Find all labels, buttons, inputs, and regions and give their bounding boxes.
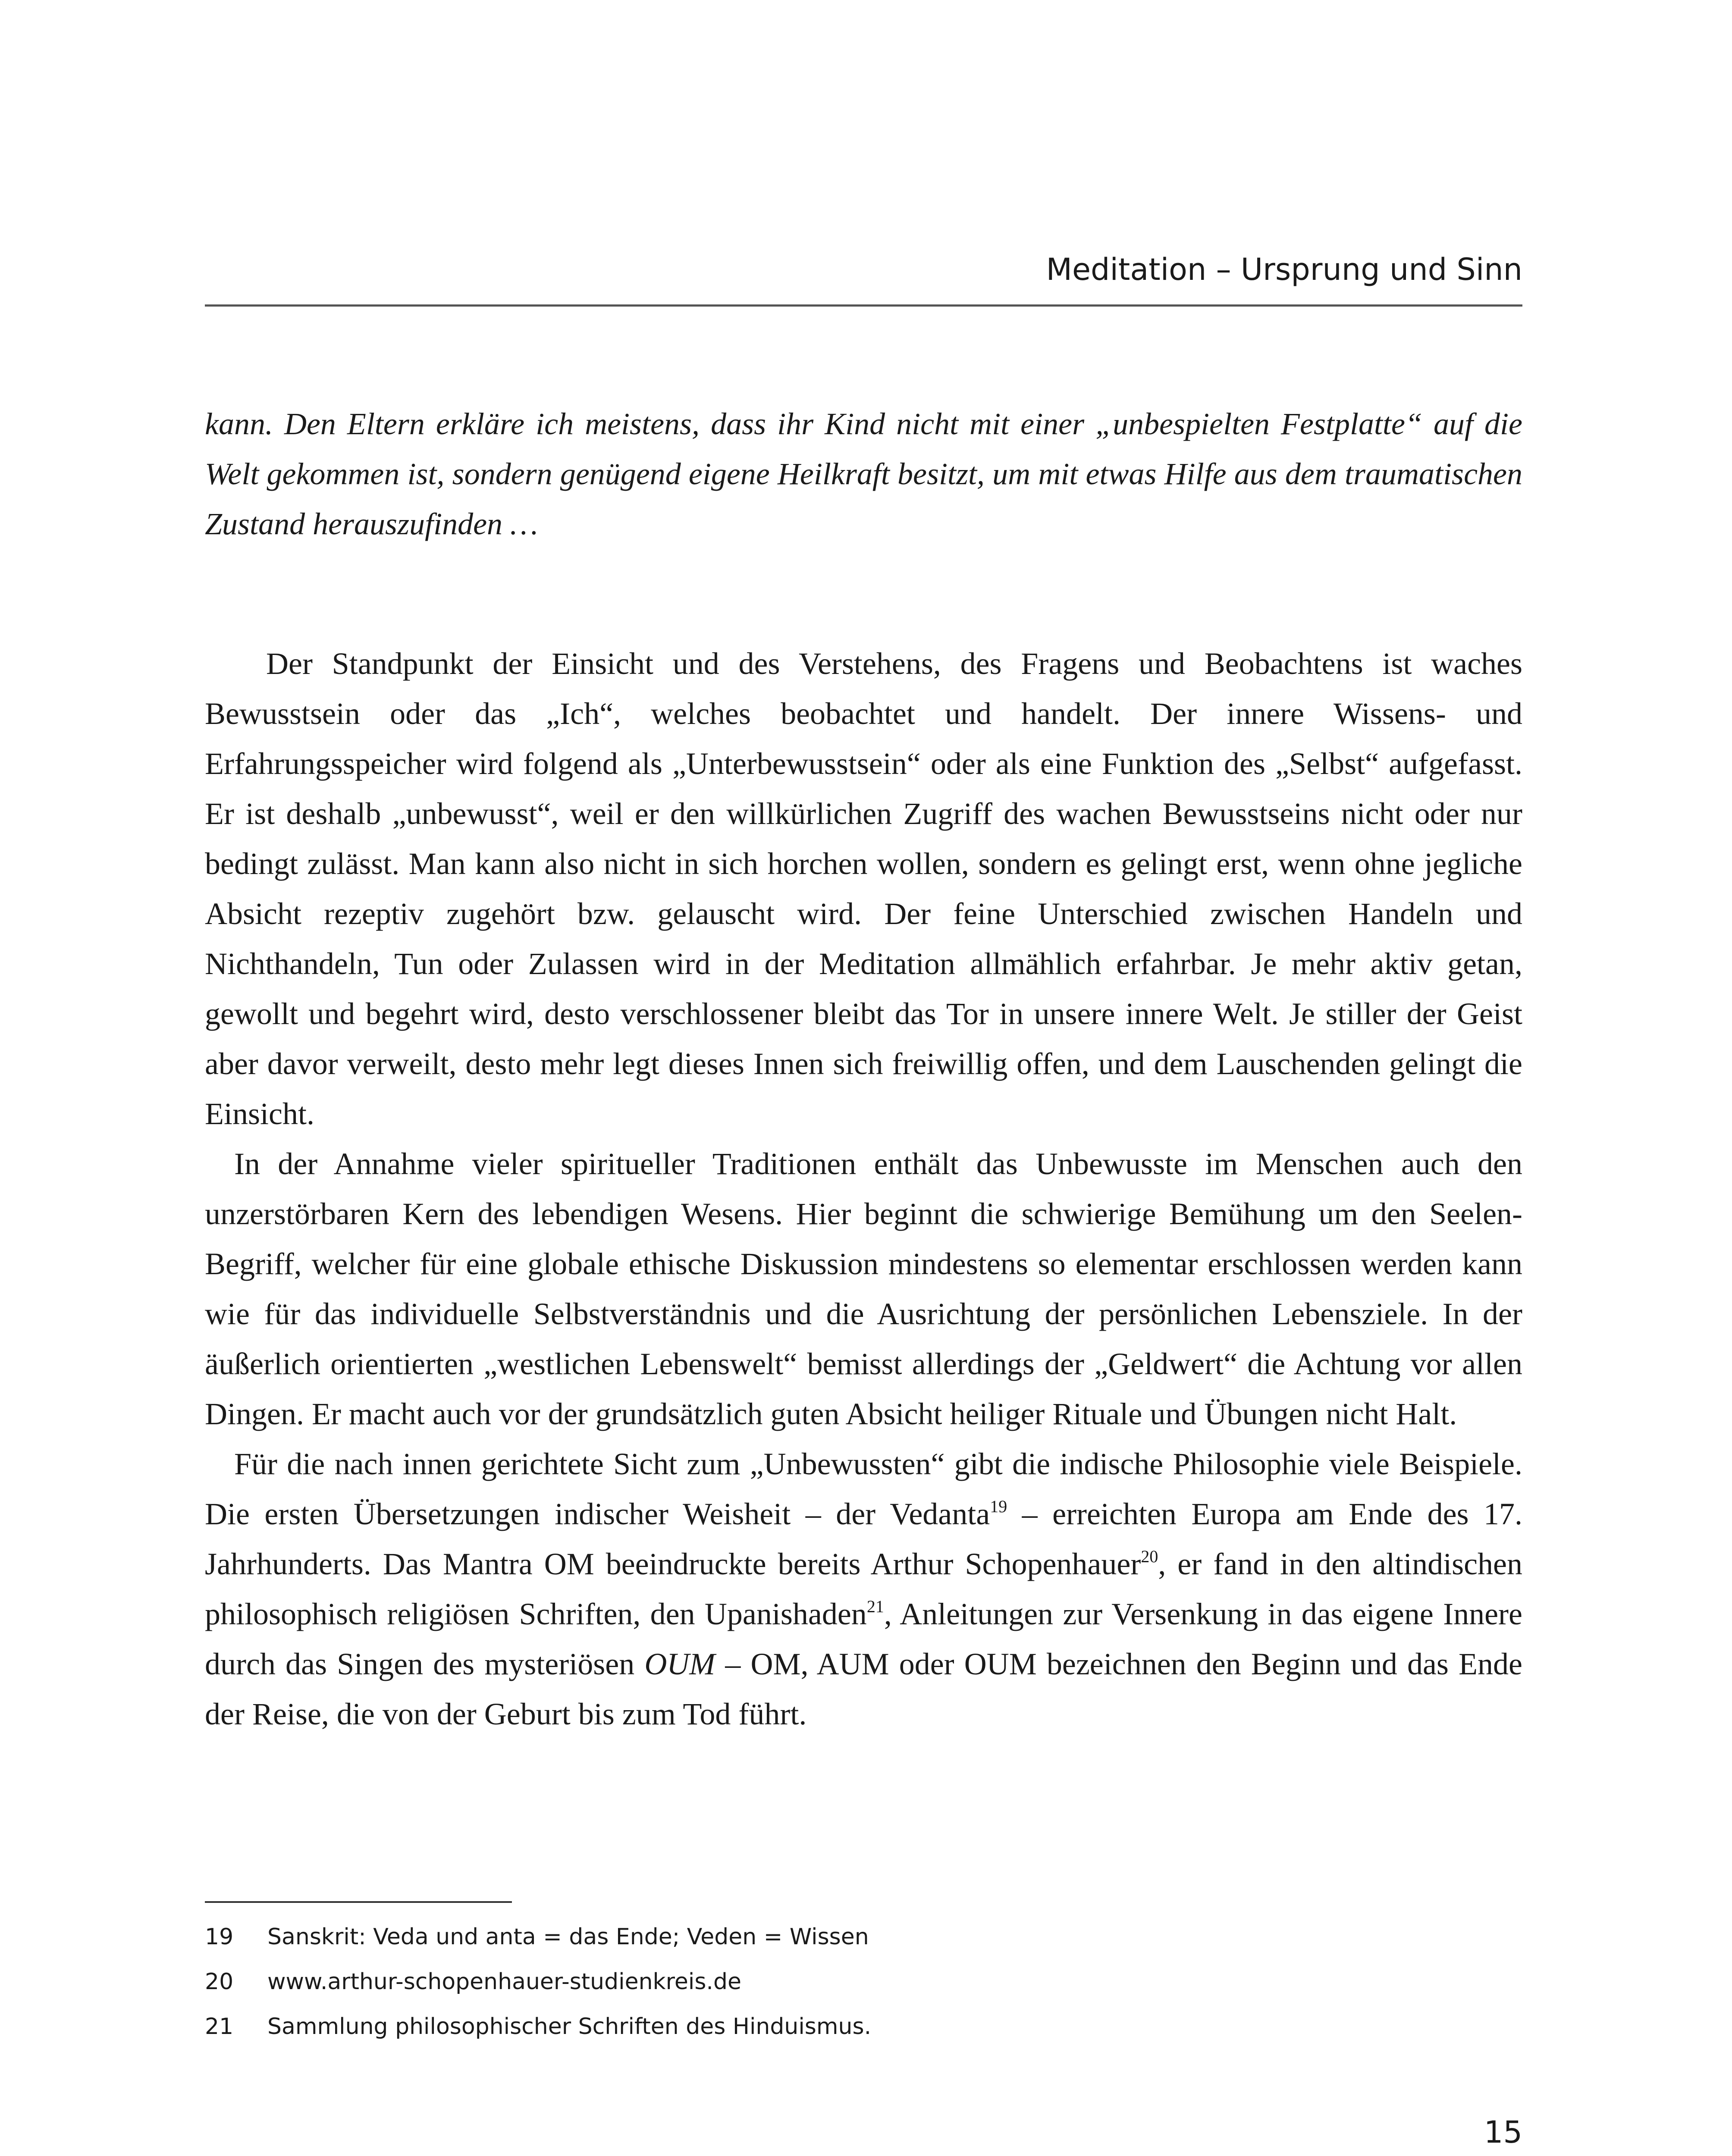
footnote-ref-19[interactable]: 19 (990, 1497, 1007, 1516)
paragraph-3-part-1: Für die nach innen gerichtete Sicht zum „Unbewussten“ gibt die indische Philosophie viele Beispiele. Die ersten Übersetzungen indischer Weisheit – der Vedanta (205, 1447, 1522, 1531)
footnote-20 (205, 1959, 1522, 2004)
footnote-text: www.arthur-schopenhauer-studienkreis.de (267, 1969, 741, 1995)
paragraph-3-part-5: – OM, AUM oder OUM bezeichnen den Beginn und das Ende der Reise, die von der Geburt bis zum Tod führt. (205, 1647, 1522, 1731)
oum-italic: OUM (644, 1647, 715, 1681)
footnote-ref-20[interactable]: 20 (1141, 1547, 1158, 1566)
paragraph-3-part-4: , Anleitungen zur Versenkung in das eigene Innere durch das Singen des mysteriösen (205, 1597, 1522, 1681)
quote-paragraph: kann. Den Eltern erkläre ich meistens, dass ihr Kind nicht mit einer „unbespielten Festplatte“ auf die Welt gekommen ist, sondern genügend eigene Heilkraft besitzt, um mit etwas Hilfe aus dem traumatischen Zustand herauszufinden … (205, 407, 1522, 541)
paragraph-3-part-3: , er fand in den altindischen philosophisch religiösen Schriften, den Upanishaden (205, 1547, 1523, 1631)
footnote-19 (205, 1915, 1522, 1959)
body-text (205, 399, 1522, 1739)
page-number: 15 (1484, 2115, 1522, 2150)
paragraph-1: Der Standpunkt der Einsicht und des Verstehens, des Fragens und Beobachtens ist waches Bewusstsein oder das „Ich“, welches beobachtet und handelt. Der innere Wissens- und Erfahrungsspeicher wird folgend als „Unterbewusstsein“ oder als eine Funktion des „Selbst“ aufgefasst. Er ist deshalb „unbewusst“, weil er den willkürlichen Zugriff des wachen Bewusstseins nicht oder nur bedingt zulässt. Man kann also nicht in sich horchen wollen, sondern es gelingt erst, wenn ohne jegliche Absicht rezeptiv zugehört bzw. gelauscht wird. Der feine Unterschied zwischen Handeln und Nichthandeln, Tun oder Zulassen wird in der Meditation allmählich erfahrbar. Je mehr aktiv getan, gewollt und begehrt wird, desto verschlossener bleibt das Tor in unsere innere Welt. Je stiller der Geist aber davor verweilt, desto mehr legt dieses Innen sich freiwillig offen, und dem Lauschenden gelingt die Einsicht. (205, 646, 1522, 1131)
paragraph-2: In der Annahme vieler spiritueller Traditionen enthält das Unbewusste im Menschen auch den unzerstörbaren Kern des lebendigen Wesens. Hier beginnt die schwierige Bemühung um den Seelen-Begriff, welcher für eine globale ethische Diskussion mindestens so elementar erschlossen werden kann wie für das individuelle Selbstverständnis und die Ausrichtung der persönlichen Lebensziele. In der äußerlich orientierten „westlichen Lebenswelt“ bemisst allerdings der „Geldwert“ die Achtung vor allen Dingen. Er macht auch vor der grundsätzlich guten Absicht heiliger Rituale und Übungen nicht Halt. (205, 1147, 1522, 1431)
footnote-number: 20 (205, 1969, 234, 1995)
footnote-number: 21 (205, 2014, 234, 2040)
paragraph-3-part-2: – erreichten Europa am Ende des 17. Jahrhunderts. Das Mantra OM beeindruckte bereits Arthur Schopenhauer (205, 1497, 1523, 1581)
footnote-number: 19 (205, 1924, 234, 1950)
footnote-21 (205, 2004, 1522, 2049)
footnote-text: Sanskrit: Veda und anta = das Ende; Veden = Wissen (267, 1924, 869, 1950)
footnote-text: Sammlung philosophischer Schriften des Hinduismus. (267, 2014, 872, 2040)
footnote-rule (205, 1901, 512, 1903)
running-head: Meditation – Ursprung und Sinn (1046, 252, 1522, 287)
header-rule (205, 304, 1522, 307)
footnote-ref-21[interactable]: 21 (866, 1597, 884, 1616)
footnotes (205, 1915, 1522, 2049)
paragraph-3 (205, 1439, 1522, 1739)
